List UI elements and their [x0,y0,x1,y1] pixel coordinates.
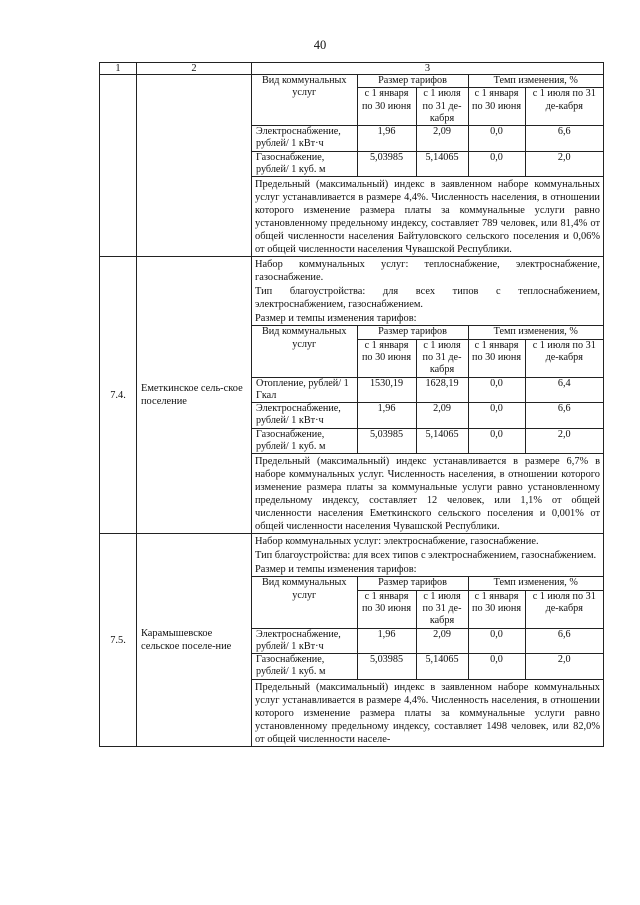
tariff-table: Вид коммунальных услуг Размер тарифов Темп изменения, % с 1 января по 30 июня с 1 июля по 31 де-кабря с 1 января по 30 июня с 1 июля по 31 де-кабря Электроснабжение, рублей/ 1 кВт·ч 1,96 2,09 0,0 6,6 Газоснабжение, рублей/ 1 куб. м 5,03985 5,14065 0,0 2,0 [252,576,603,679]
tariff-row: Электроснабжение, рублей/ 1 кВт·ч 1,96 2,09 0,0 6,6 [252,628,603,654]
page-number: 40 [313,38,327,52]
tariff-header-temp: Темп изменения, % [468,75,603,88]
settlement-name: Еметкинское сель-ское поселение [137,257,252,534]
tariff-caption: Размер и темпы изменения тарифов: [255,313,417,325]
tariff-row: Отопление, рублей/ 1 Гкал 1530,19 1628,19 0,0 6,4 [252,377,603,403]
tariff-caption: Размер и темпы изменения тарифов: [255,564,417,576]
content-cell [252,75,604,257]
tariff-row: Электроснабжение, рублей/ 1 кВт·ч 1,96 2,09 0,0 6,6 [252,126,603,152]
tariff-table [252,75,603,177]
column-number-1: 1 [100,63,137,75]
content-cell [252,534,604,746]
tariff-table: Вид коммунальных услуг Размер тарифов Темп изменения, % с 1 января по 30 июня с 1 июля по 31 де-кабря с 1 января по 30 июня с 1 июля по 31 де-кабря Отопление, рублей/ 1 Гкал 1530,19 1628,19 0,0 6,4 Электроснабжение, рублей/ 1 кВт·ч 1,96 2,09 0,0 6,6 Газоснабжение, рублей/ 1 куб. м 5,03985 5,14065 0,0 2,0 [252,325,603,454]
tariff-header-razmer: Размер тарифов [357,326,468,339]
table-row-continuation [100,75,604,257]
period-2: с 1 июля по 31 де-кабря [416,88,468,126]
period-1: с 1 января по 30 июня [357,88,416,126]
page-bottom-margin [0,838,640,905]
row-number: 7.5. [100,534,137,746]
tariff-header-razmer: Размер тарифов [357,75,468,88]
period-1: с 1 января по 30 июня [468,88,525,126]
column-number-2: 2 [137,63,252,75]
tariff-row: Газоснабжение, рублей/ 1 куб. м 5,03985 5,14065 0,0 2,0 [252,654,603,680]
tariff-row: Электроснабжение, рублей/ 1 кВт·ч 1,96 2,09 0,0 6,6 [252,403,603,429]
tariff-row: Газоснабжение, рублей/ 1 куб. м 5,03985 5,14065 0,0 2,0 [252,151,603,177]
amenity-type: Тип благоустройства: для всех типов с теплоснабжением, электроснабжением, газоснабжением. [255,286,600,311]
tariff-header-vid: Вид коммунальных услуг [252,577,357,628]
tariff-header-vid: Вид коммунальных услуг [252,326,357,377]
tariff-header-vid: Вид коммунальных услуг [252,75,357,126]
row-number: 7.4. [100,257,137,534]
table-row-7-4 [100,257,604,534]
tariff-header-razmer: Размер тарифов [357,577,468,590]
column-number-row [100,63,604,75]
settlement-name: Карамышевское сельское поселе-ние [137,534,252,746]
main-table [99,62,604,747]
period-2: с 1 июля по 31 де-кабря [525,88,603,126]
tariff-header-temp: Темп изменения, % [468,326,603,339]
tariff-row: Газоснабжение, рублей/ 1 куб. м 5,03985 5,14065 0,0 2,0 [252,428,603,454]
amenity-type: Тип благоустройства: для всех типов с электроснабжением, газоснабжением. [255,550,597,562]
services-set: Набор коммунальных услуг: теплоснабжение, электроснабжение, газоснабжение. [255,259,600,284]
content-cell [252,257,604,534]
tariff-header-temp: Темп изменения, % [468,577,603,590]
index-description: Предельный (максимальный) индекс в заявленном наборе коммунальных услуг устанавливается в размере 4,4%. Численность населения, в отношении которого изменение размера платы за коммунальные услуги равно установленному предельному индексу, составляет 789 человек, или 81,4% от общей численности населения Байтуловского сельского поселения и 0,06% от общей численности населения Чувашской Республики. [255,179,600,256]
index-description: Предельный (максимальный) индекс устанавливается в размере 6,7% в наборе коммунальных услуг. Численность населения, в отношении которого изменение размера платы за коммунальные услуги равно установленному предельному индексу, составляет 12 человек, или 1,1% от общей численности населения Еметкинского сельского поселения и 0,001% от общей численности населения Чувашской Республики. [255,456,600,533]
services-set: Набор коммунальных услуг: электроснабжение, газоснабжение. [255,536,539,548]
index-description: Предельный (максимальный) индекс в заявленном наборе коммунальных услуг устанавливается в размере 4,4%. Численность населения, в отношении которого изменение размера платы за коммунальные услуги равно установленному предельному индексу, составляет 1498 человек, или 82,0% от общей численности населе- [255,681,600,745]
table-row-7-5 [100,534,604,746]
column-number-3: 3 [252,63,604,75]
